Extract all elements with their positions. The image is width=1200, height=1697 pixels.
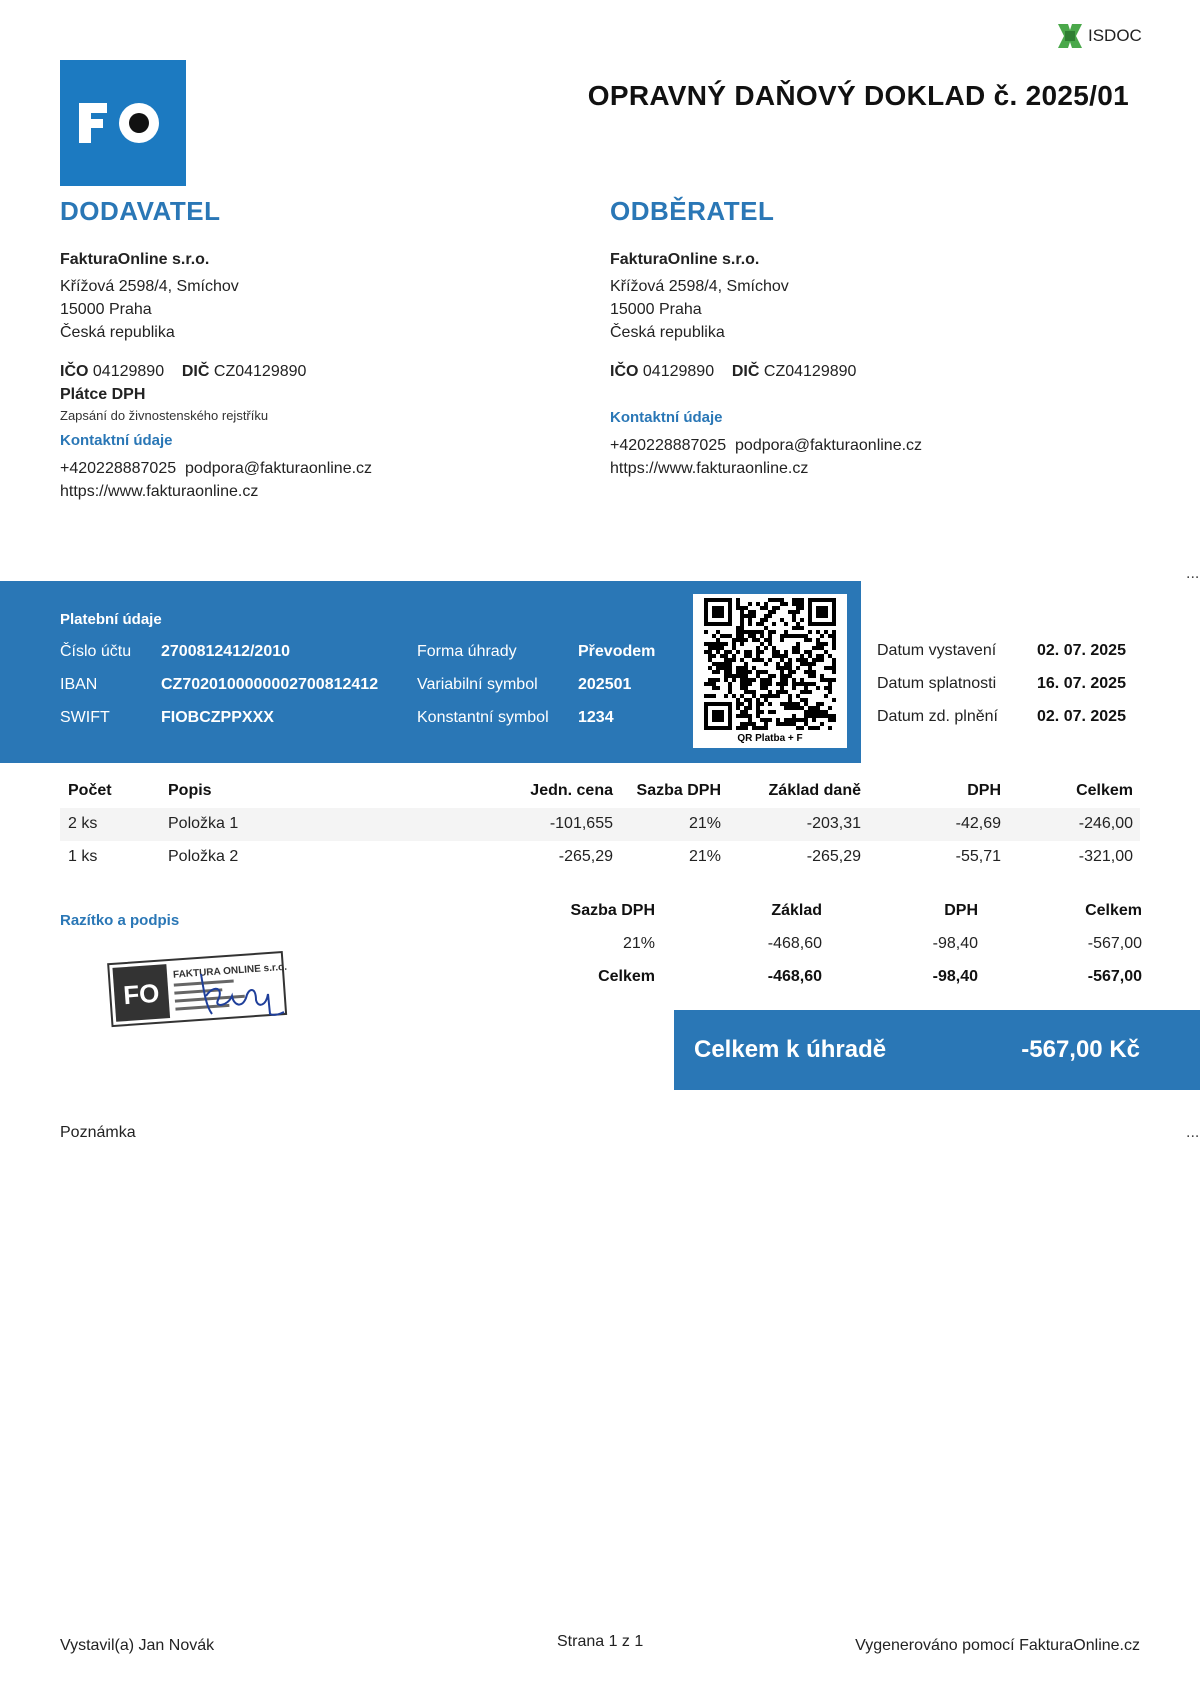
supplier-contact-heading: Kontaktní údaje (60, 432, 173, 449)
table-row-2-unit: -265,29 (558, 848, 613, 865)
isdoc-icon (1058, 24, 1082, 48)
method-value: Převodem (578, 643, 656, 660)
col-desc-header: Popis (168, 782, 212, 799)
isdoc-label: ISDOC (1088, 26, 1142, 45)
supplier-block (60, 248, 372, 503)
summary-row-total: -567,00 (1087, 935, 1142, 952)
customer-ico-label: IČO (610, 363, 639, 380)
supplier-web[interactable]: https://www.fakturaonline.cz (60, 483, 259, 500)
customer-country: Česká republika (610, 324, 725, 341)
table-row-2-rate: 21% (688, 848, 721, 865)
col-base-header: Základ daně (768, 782, 861, 799)
taxable-date-label: Datum zd. plnění (877, 708, 998, 725)
summary-row-vat: -98,40 (932, 935, 978, 952)
table-row-1-qty: 2 ks (68, 815, 98, 832)
supplier-name: FakturaOnline s.r.o. (60, 251, 210, 268)
total-due-band (674, 1010, 1200, 1090)
supplier-phone[interactable]: +420228887025 (60, 460, 177, 477)
customer-dic: CZ04129890 (763, 363, 857, 380)
summary-total-header: Celkem (1085, 902, 1142, 919)
payment-heading: Platební údaje (60, 611, 162, 628)
company-logo (60, 60, 186, 186)
supplier-email[interactable]: podpora@fakturaonline.cz (185, 460, 373, 477)
customer-contact-heading: Kontaktní údaje (610, 409, 723, 426)
ellipsis-1: ... (1186, 565, 1200, 582)
table-row-2-total: -321,00 (1078, 848, 1133, 865)
customer-street: Křížová 2598/4, Smíchov (610, 278, 789, 295)
summary-sum-vat: -98,40 (932, 968, 978, 985)
company-stamp-icon (106, 944, 290, 1030)
supplier-dic: CZ04129890 (213, 363, 307, 380)
iban-value: CZ7020100000002700812412 (161, 676, 379, 693)
stamp-heading: Razítko a podpis (60, 912, 180, 929)
iban-label: IBAN (60, 676, 98, 693)
table-row-1-base: -203,31 (806, 815, 861, 832)
supplier-street: Křížová 2598/4, Smíchov (60, 278, 239, 295)
footer-generated[interactable]: Vygenerováno pomocí FakturaOnline.cz (855, 1637, 1140, 1654)
table-row-1-unit: -101,655 (549, 815, 613, 832)
qr-code-icon (695, 596, 845, 732)
supplier-ico: 04129890 (92, 363, 165, 380)
total-due-label: Celkem k úhradě (694, 1036, 887, 1063)
isdoc-badge (1058, 24, 1142, 48)
ellipsis-2: ... (1186, 1124, 1200, 1141)
method-label: Forma úhrady (417, 643, 517, 660)
ks-label: Konstantní symbol (417, 709, 549, 726)
supplier-ico-label: IČO (60, 363, 89, 380)
customer-name: FakturaOnline s.r.o. (610, 251, 760, 268)
supplier-city: 15000 Praha (60, 301, 152, 318)
customer-web[interactable]: https://www.fakturaonline.cz (610, 460, 809, 477)
account-value: 2700812412/2010 (161, 643, 291, 660)
supplier-registration: Zapsání do živnostenského rejstříku (60, 408, 269, 423)
stamp-image (106, 944, 290, 1035)
supplier-country: Česká republika (60, 324, 175, 341)
qr-payment-code (693, 594, 847, 748)
summary-rate-header: Sazba DPH (570, 902, 655, 919)
ks-value: 1234 (578, 709, 614, 726)
due-date-value: 16. 07. 2025 (1037, 675, 1126, 692)
supplier-heading: DODAVATEL (60, 196, 221, 226)
vs-label: Variabilní symbol (417, 676, 538, 693)
summary-sum-base: -468,60 (767, 968, 822, 985)
stamp-logo-text: FO (122, 977, 161, 1011)
swift-label: SWIFT (60, 709, 110, 726)
customer-phone[interactable]: +420228887025 (610, 437, 727, 454)
fo-logo-icon (73, 93, 173, 153)
issued-date-value: 02. 07. 2025 (1037, 642, 1126, 659)
table-row-1-vat: -42,69 (955, 815, 1001, 832)
col-rate-header: Sazba DPH (636, 782, 721, 799)
note-label: Poznámka (60, 1124, 136, 1141)
customer-block (610, 248, 922, 480)
issued-date-label: Datum vystavení (877, 642, 997, 659)
table-row-2-vat: -55,71 (955, 848, 1001, 865)
supplier-ids (60, 360, 372, 383)
summary-row-base: -468,60 (767, 935, 822, 952)
customer-dic-label: DIČ (731, 363, 760, 380)
table-row-1-total: -246,00 (1078, 815, 1133, 832)
customer-contact-line (610, 434, 922, 457)
taxable-date-value: 02. 07. 2025 (1037, 708, 1126, 725)
col-qty-header: Počet (68, 782, 112, 799)
due-date-label: Datum splatnosti (877, 675, 997, 692)
account-label: Číslo účtu (60, 643, 132, 660)
col-vat-header: DPH (967, 782, 1001, 799)
summary-row-rate: 21% (622, 935, 655, 952)
supplier-dic-label: DIČ (181, 363, 210, 380)
table-row-2-qty: 1 ks (68, 848, 98, 865)
summary-base-header: Základ (771, 902, 822, 919)
supplier-contact-line (60, 457, 372, 480)
summary-vat-header: DPH (944, 902, 978, 919)
footer-page-number: Strana 1 z 1 (557, 1633, 644, 1650)
col-total-header: Celkem (1076, 782, 1133, 799)
swift-value: FIOBCZPPXXX (161, 709, 274, 726)
customer-heading: ODBĚRATEL (610, 196, 775, 226)
stamp-company-text: FAKTURA ONLINE s.r.o. (172, 961, 288, 981)
total-due-value: -567,00 Kč (1021, 1036, 1140, 1063)
customer-ico: 04129890 (642, 363, 715, 380)
vs-value: 202501 (578, 676, 632, 693)
table-row-2-base: -265,29 (806, 848, 861, 865)
footer-issued-by: Vystavil(a) Jan Novák (60, 1637, 215, 1654)
table-row-1-rate: 21% (688, 815, 721, 832)
supplier-vat-status: Plátce DPH (60, 386, 146, 403)
customer-city: 15000 Praha (610, 301, 702, 318)
table-row-1-desc: Položka 1 (168, 815, 239, 832)
customer-ids (610, 360, 922, 383)
table-row-2-desc: Položka 2 (168, 848, 239, 865)
document-title: OPRAVNÝ DAŇOVÝ DOKLAD č. 2025/01 (587, 80, 1129, 111)
summary-sum-total: -567,00 (1087, 968, 1142, 985)
qr-caption: QR Platba + F (737, 733, 803, 744)
summary-sum-label: Celkem (598, 968, 655, 985)
customer-email[interactable]: podpora@fakturaonline.cz (735, 437, 923, 454)
col-unit-header: Jedn. cena (530, 782, 613, 799)
